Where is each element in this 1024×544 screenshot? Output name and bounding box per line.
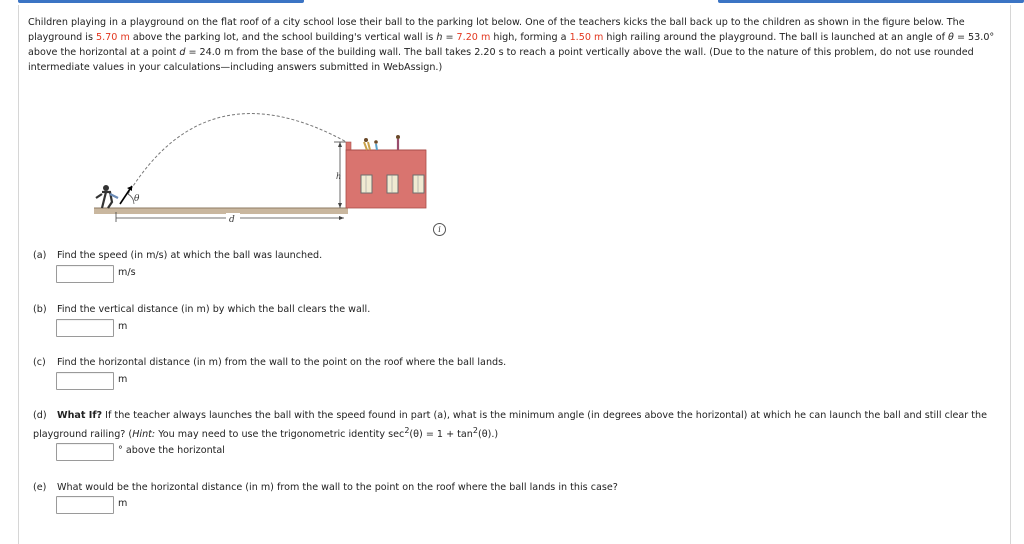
d-label: d [229, 215, 235, 225]
part-tag: (a) [33, 250, 47, 261]
top-accent-bar [18, 0, 1016, 3]
answer-input-e[interactable] [56, 496, 114, 514]
question-text: If the teacher always launches the ball with the speed found in part (a), what is the minimum angle (in degrees above the horizontal) at which he can launch the ball and still clear the playground railing? ( [33, 410, 988, 441]
unit-label: m [118, 498, 128, 509]
teacher-figure [96, 185, 118, 208]
superscript: 2 [404, 426, 410, 435]
hint-label: Hint: [132, 429, 156, 441]
hint-text: You may need to use the trigonometric identity sec [155, 429, 405, 441]
unit-label: m/s [118, 267, 136, 278]
playground-height-value: 5.70 m [96, 32, 130, 43]
unit-label: ° above the horizontal [118, 445, 225, 456]
var-h: h [436, 32, 443, 43]
intro-text: = 24.0 m from the base of the building wall. The ball takes 2.20 s to reach a point vertically above the wall. (Due to the nature of this problem, do not use rounded intermediate values in your calculations—including answers submitted in WebAssign.) [28, 47, 974, 73]
top-accent-segment [718, 0, 1024, 3]
top-accent-segment [18, 0, 304, 3]
question-a [33, 248, 322, 263]
part-tag: (b) [33, 304, 47, 315]
question-e [33, 480, 618, 495]
info-icon[interactable]: i [433, 223, 446, 236]
question-text: Find the speed (in m/s) at which the ball was launched. [57, 250, 323, 261]
question-c [33, 355, 506, 370]
hint-text: (θ) = 1 + tan [409, 429, 473, 441]
part-tag: (e) [33, 482, 47, 493]
question-d [33, 408, 1003, 442]
ball-trajectory [128, 114, 350, 194]
answer-input-b[interactable] [56, 319, 114, 337]
intro-text: = 53.0° above the horizontal at a point [28, 32, 995, 58]
unit-label: m [118, 321, 128, 332]
var-theta: θ [948, 32, 954, 43]
unit-label: m [118, 374, 128, 385]
intro-text: = [442, 32, 457, 43]
question-text: What would be the horizontal distance (in m) from the wall to the point on the roof where the ball lands in this case? [57, 482, 618, 493]
school-building [346, 142, 426, 208]
theta-label: θ [134, 194, 140, 204]
answer-input-a[interactable] [56, 265, 114, 283]
problem-statement [28, 15, 1003, 75]
part-tag: (d) [33, 410, 47, 421]
question-b [33, 302, 370, 317]
what-if-label: What If? [57, 410, 103, 421]
hint-text: (θ).) [477, 429, 499, 441]
intro-text: high railing around the playground. The ball is launched at an angle of [603, 32, 949, 43]
h-label: h [336, 172, 342, 181]
answer-input-d[interactable] [56, 443, 114, 461]
intro-text: high, forming a [490, 32, 570, 43]
projectile-figure [88, 84, 438, 234]
ground [94, 208, 348, 214]
answer-input-c[interactable] [56, 372, 114, 390]
question-text: Find the horizontal distance (in m) from the wall to the point on the roof where the ball lands. [57, 357, 507, 368]
question-text: Find the vertical distance (in m) by which the ball clears the wall. [57, 304, 371, 315]
railing-height-value: 1.50 m [569, 32, 604, 43]
part-tag: (c) [33, 357, 46, 368]
wall-height-value: 7.20 m [456, 32, 491, 43]
children-figures [364, 135, 400, 150]
superscript: 2 [472, 426, 478, 435]
intro-text: above the parking lot, and the school building's vertical wall is [129, 32, 437, 43]
intro-text: Children playing in a playground on the flat roof of a city school lose their ball to the parking lot below. One of the teachers kicks the ball back up to the children as shown in the figure below. The playground is [28, 17, 965, 43]
var-d: d [179, 47, 186, 58]
